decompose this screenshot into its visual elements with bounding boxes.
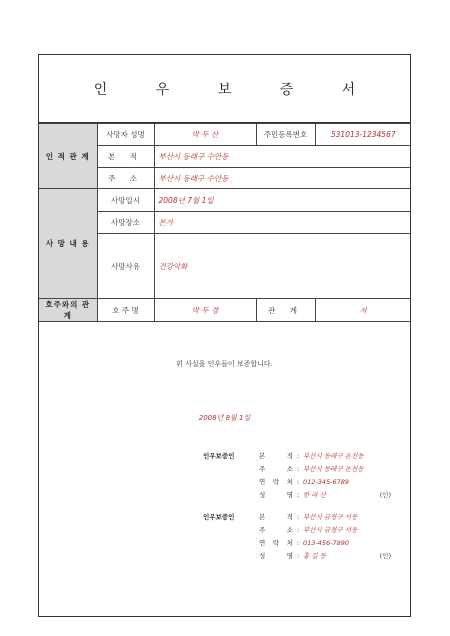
guarantor-domicile-label: 본 적	[259, 452, 293, 460]
guarantor-name-value[interactable]: 홍 길 동	[303, 552, 326, 560]
death-place-value[interactable]: 본가	[154, 212, 411, 234]
seal-mark: (인)	[379, 491, 391, 499]
guarantor-name-label: 성 명	[259, 552, 293, 560]
guarantor-phone-label: 연 락 처	[259, 478, 293, 486]
deceased-name-label: 사망자 성명	[97, 124, 154, 146]
death-date-value[interactable]: 2008년 7월 1일	[154, 189, 411, 212]
relation-label: 관 계	[256, 299, 315, 322]
deceased-name-value[interactable]: 박 두 산	[154, 124, 256, 146]
head-name-label: 호 주 명	[97, 299, 154, 322]
guarantor-phone-label: 연 락 처	[259, 539, 293, 547]
domicile-value[interactable]: 부산시 동래구 수안동	[154, 146, 411, 168]
resident-number-label: 주민등록번호	[256, 124, 315, 146]
resident-number-value[interactable]: 531013-1234567	[315, 124, 411, 146]
seal-mark: (인)	[379, 552, 391, 560]
guarantor-address-value[interactable]: 부산시 금정구 서동	[303, 526, 358, 534]
death-place-label: 사망장소	[97, 212, 154, 234]
section-personal-label: 인 적 관 계	[39, 124, 97, 189]
guarantor-name-label: 성 명	[259, 491, 293, 499]
guarantor-phone-value[interactable]: 012-345-6789	[303, 478, 350, 486]
guarantee-section: 위 사실을 인우들이 보증합니다. 2008년 8월 1일 인우보증인 본 적 : 부산시 동래구 온천동 주 소 : 부산시 동래구 온천동 연 락 처 : 012-345-6789 성 명 : 한 라 산 (인) 인우보증인 본 적 : 부산시 금정구 서동 주 소 : 부산시 금정구 서동 연 락 처 : 013-456-7890 성 명 : 홍 길 동 (인)	[39, 321, 410, 618]
address-label: 주 소	[97, 168, 154, 189]
relation-value[interactable]: 자	[315, 299, 411, 322]
guarantor-address-value[interactable]: 부산시 동래구 온천동	[303, 465, 364, 473]
guarantor-domicile-label: 본 적	[259, 513, 293, 521]
issue-date[interactable]: 2008년 8월 1일	[198, 414, 251, 422]
guarantor-address-label: 주 소	[259, 526, 293, 534]
head-name-value[interactable]: 박 두 경	[154, 299, 256, 322]
guarantee-statement: 위 사실을 인우들이 보증합니다.	[176, 360, 273, 368]
death-date-label: 사망일시	[97, 189, 154, 212]
domicile-label: 본 적	[97, 146, 154, 168]
guarantor-domicile-value[interactable]: 부산시 금정구 서동	[303, 513, 358, 521]
address-value[interactable]: 부산시 동래구 수안동	[154, 168, 411, 189]
death-cause-label: 사망사유	[97, 234, 154, 299]
guarantor-address-label: 주 소	[259, 465, 293, 473]
guarantor-phone-value[interactable]: 013-456-7890	[303, 539, 350, 547]
guarantor-domicile-value[interactable]: 부산시 동래구 온천동	[303, 452, 364, 460]
section-head-label: 호주와의 관계	[39, 299, 97, 322]
guarantor-name-value[interactable]: 한 라 산	[303, 491, 326, 499]
details-table	[39, 123, 411, 322]
death-cause-value[interactable]: 건강악화	[154, 234, 411, 299]
certificate-form	[38, 54, 411, 617]
guarantor-heading: 인우보증인	[203, 513, 235, 521]
guarantor-heading: 인우보증인	[203, 452, 235, 460]
document-title: 인 우 보 증 서	[39, 55, 410, 123]
section-death-label: 사 망 내 용	[39, 189, 97, 299]
